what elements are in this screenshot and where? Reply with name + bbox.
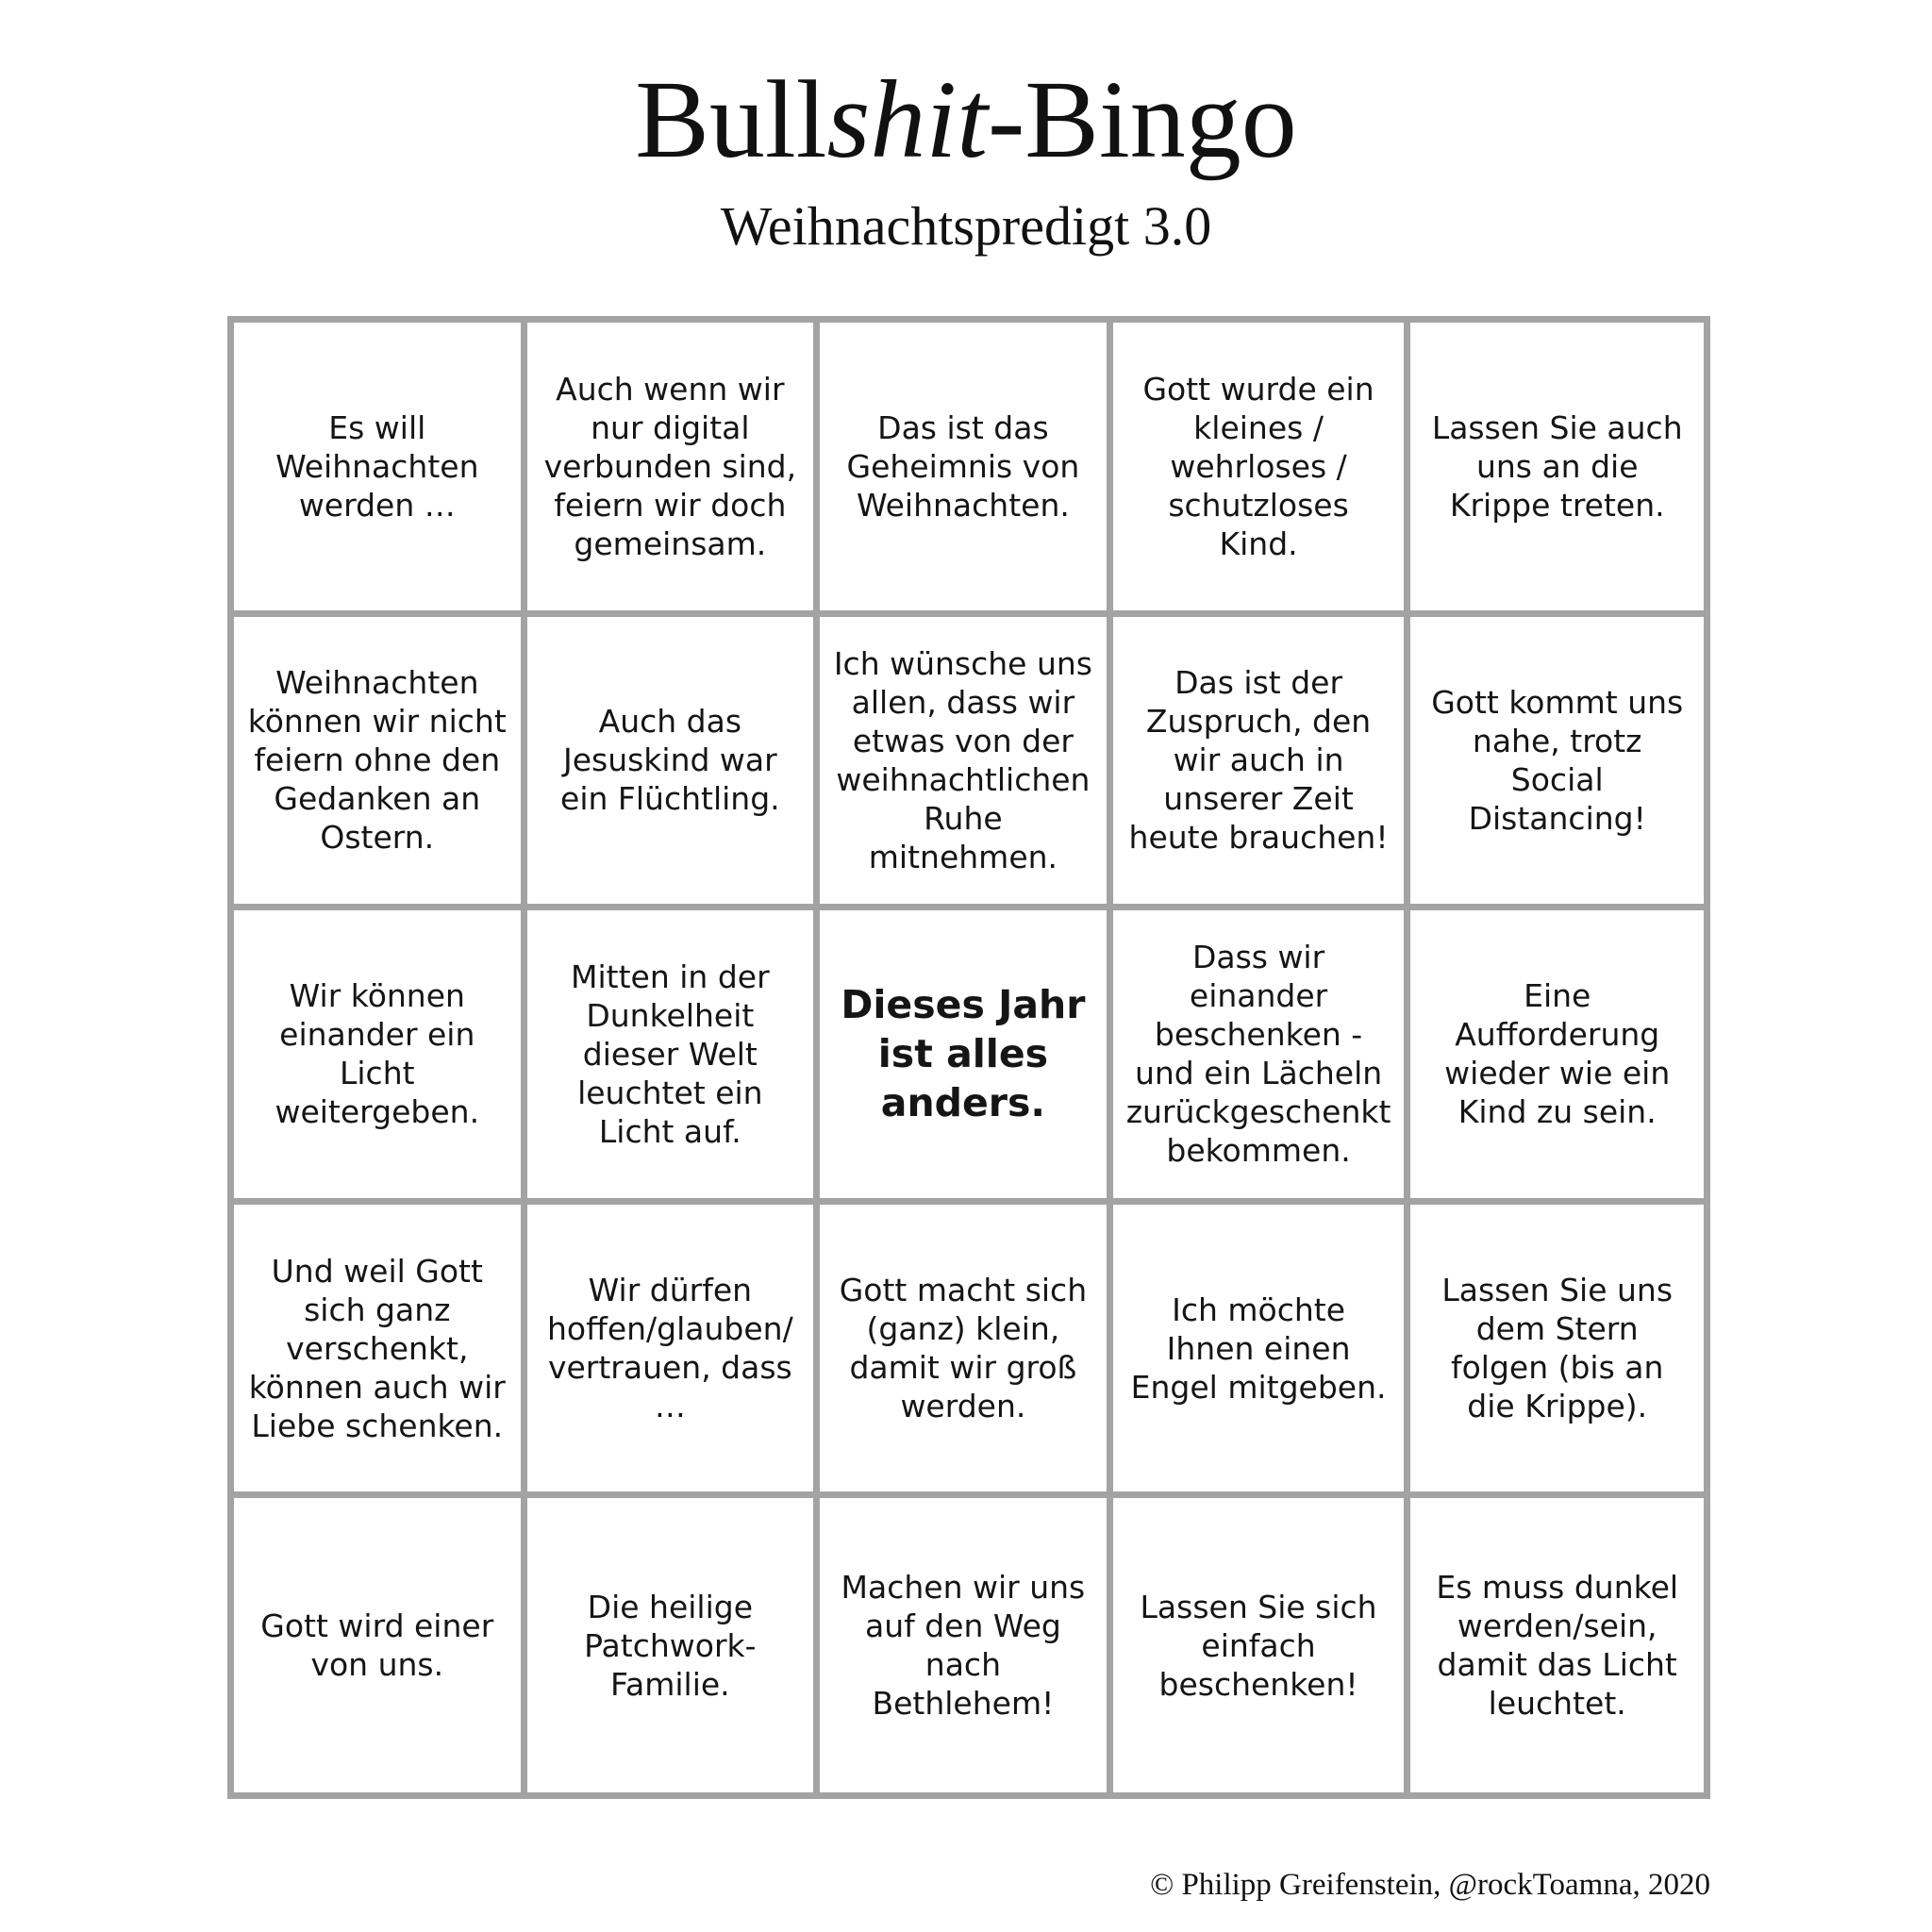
copyright-credit: © Philipp Greifenstein, @rockToamna, 2020 (1150, 1868, 1710, 1902)
page-subtitle: Weihnachtspredigt 3.0 (720, 195, 1212, 257)
bingo-cell: Auch das Jesuskind war ein Flüchtling. (527, 617, 821, 911)
bingo-cell: Es will Weihnachten werden … (234, 323, 527, 617)
title-part-2: -Bingo (987, 58, 1297, 181)
bingo-cell: Gott wird einer von uns. (234, 1498, 527, 1792)
bingo-cell: Gott kommt uns nahe, trotz Social Distancing! (1410, 617, 1704, 911)
bingo-cell: Die heilige Patchwork-Familie. (527, 1498, 821, 1792)
bingo-cell: Lassen Sie sich einfach beschenken! (1113, 1498, 1411, 1792)
bingo-cell: Gott macht sich (ganz) klein, damit wir groß werden. (820, 1205, 1113, 1499)
bingo-cell: Das ist das Geheimnis von Weihnachten. (820, 323, 1113, 617)
bingo-center-cell: Dieses Jahr ist alles anders. (820, 910, 1113, 1205)
bingo-cell: Lassen Sie uns dem Stern folgen (bis an die Krippe). (1410, 1205, 1704, 1499)
bingo-cell: Mitten in der Dunkelheit dieser Welt leuchtet ein Licht auf. (527, 910, 821, 1205)
bingo-cell: Auch wenn wir nur digital verbunden sind, feiern wir doch gemeinsam. (527, 323, 821, 617)
page-title (0, 58, 1932, 181)
bingo-grid (227, 316, 1710, 1799)
bingo-cell: Und weil Gott sich ganz verschenkt, können auch wir Liebe schenken. (234, 1205, 527, 1499)
bingo-cell: Wir können einander ein Licht weitergeben. (234, 910, 527, 1205)
bingo-cell: Es muss dunkel werden/sein, damit das Licht leuchtet. (1436, 1569, 1679, 1723)
bingo-cell: Ich möchte Ihnen einen Engel mitgeben. (1113, 1205, 1411, 1499)
bingo-cell: Wir dürfen hoffen/glauben/ vertrauen, dass … (527, 1205, 821, 1499)
title-italic-part: shit (826, 58, 988, 181)
bingo-cell: Lassen Sie auch uns an die Krippe treten. (1410, 323, 1704, 617)
bingo-cell: Machen wir uns auf den Weg nach Bethlehem! (820, 1498, 1113, 1792)
bingo-cell: Ich wünsche uns allen, dass wir etwas von der weihnachtlichen Ruhe mitnehmen. (820, 617, 1113, 911)
bingo-cell: Gott wurde ein kleines / wehrloses / schutzloses Kind. (1113, 323, 1411, 617)
title-part-1: Bull (635, 58, 827, 181)
bingo-cell: Dass wir einander beschenken - und ein Lächeln zurückgeschenkt bekommen. (1113, 910, 1411, 1205)
bingo-cell: Weihnachten können wir nicht feiern ohne den Gedanken an Ostern. (234, 617, 527, 911)
bingo-cell: Das ist der Zuspruch, den wir auch in unserer Zeit heute brauchen! (1113, 617, 1411, 911)
bingo-cell: Eine Aufforderung wieder wie ein Kind zu sein. (1410, 910, 1704, 1205)
